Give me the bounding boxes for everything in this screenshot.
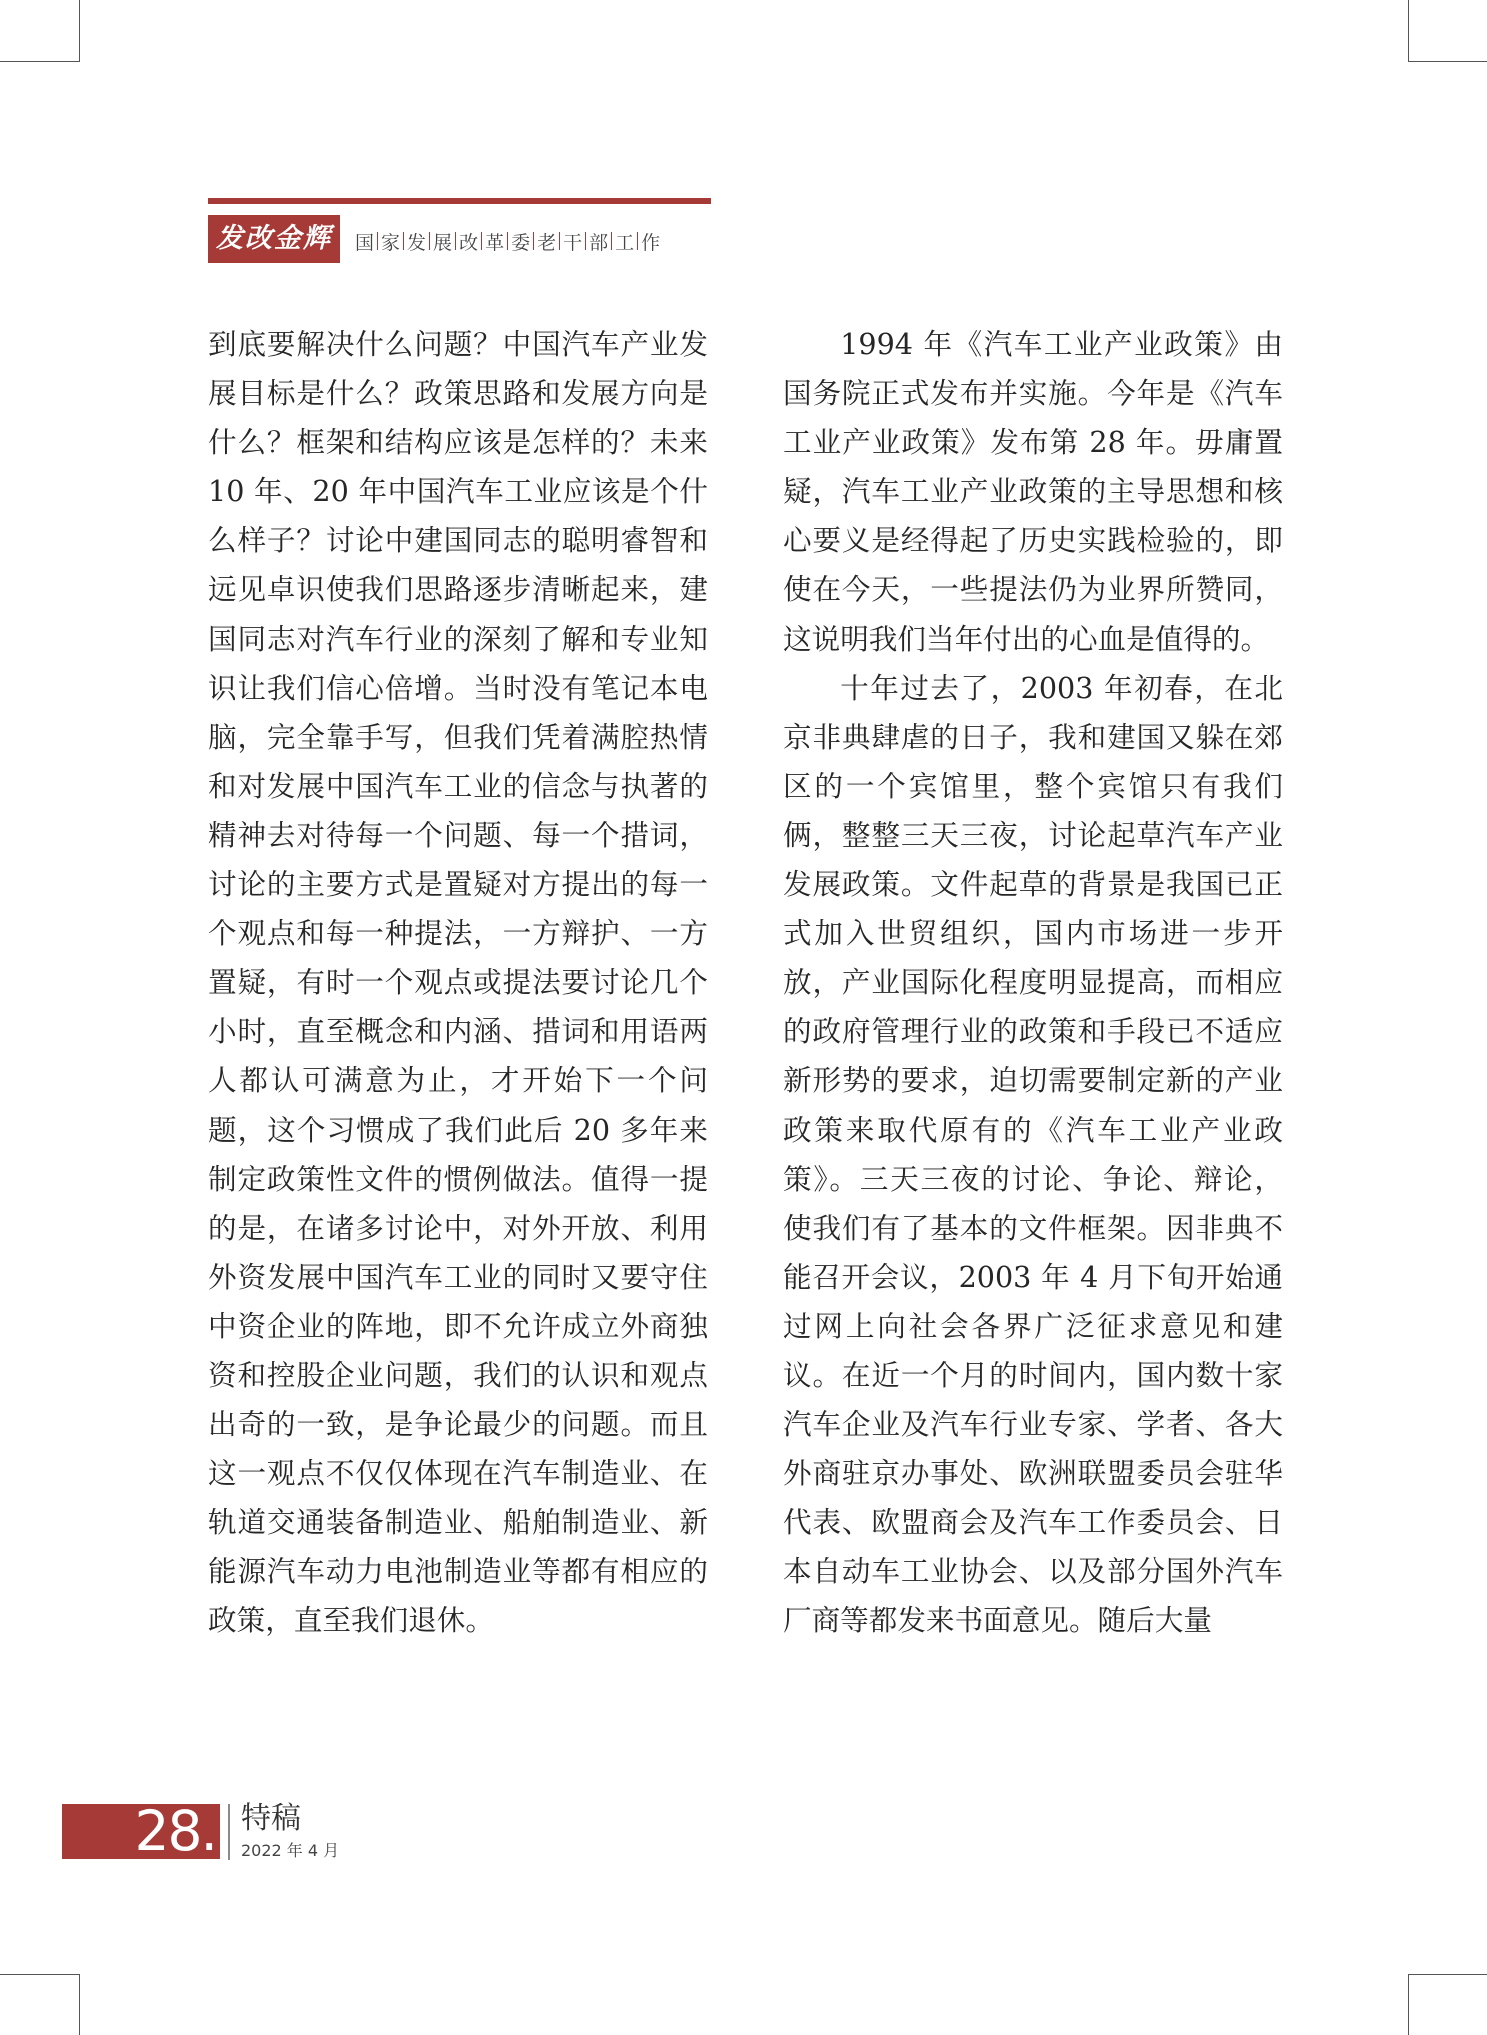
subtitle-char: 作 xyxy=(641,231,661,254)
crop-mark xyxy=(1408,1974,1409,2035)
subtitle-char: 家 xyxy=(381,231,401,254)
subtitle-char: 部 xyxy=(589,231,609,254)
page-number: 28. xyxy=(134,1799,216,1863)
subtitle-char: 改 xyxy=(459,231,479,254)
subtitle-char: 展 xyxy=(433,231,453,254)
subtitle-char: 国 xyxy=(355,231,375,254)
crop-mark xyxy=(79,0,80,62)
article-paragraph: 十年过去了，2003 年初春，在北京非典肆虐的日子，我和建国又躲在郊区的一个宾馆里，整个宾馆只有我们俩，整整三天三夜，讨论起草汽车产业发展政策。文件起草的背景是我国已正式加入世贸组织，国内市场进一步开放，产业国际化程度明显提高，而相应的政府管理行业的政策和手段已不适应新形势的要求，迫切需要制定新的产业政策来取代原有的《汽车工业产业政策》。三天三夜的讨论、争论、辩论，使我们有了基本的文件框架。因非典不能召开会议，2003 年 4 月下旬开始通过网上向社会各界广泛征求意见和建议。在近一个月的时间内，国内数十家汽车企业及汽车行业专家、学者、各大外商驻京办事处、欧洲联盟委员会驻华代表、欧盟商会及汽车工作委员会、日本自动车工业协会、以及部分国外汽车厂商等都发来书面意见。随后大量 xyxy=(783,670,1283,1638)
footer-divider xyxy=(228,1804,230,1860)
subtitle-char: 发 xyxy=(407,231,427,254)
crop-mark xyxy=(1408,0,1409,62)
crop-mark xyxy=(79,1974,80,2035)
subtitle-char: 委 xyxy=(511,231,531,254)
page-number-block xyxy=(62,1799,220,1863)
header-rule xyxy=(208,198,711,204)
crop-mark xyxy=(0,1974,80,1975)
crop-mark xyxy=(1408,61,1487,62)
article-column-right xyxy=(783,320,1283,1646)
magazine-logo: 发改金辉 xyxy=(208,215,340,263)
subtitle-char: 老 xyxy=(537,231,557,254)
subtitle-char: 工 xyxy=(615,231,635,254)
article-paragraph: 1994 年《汽车工业产业政策》由国务院正式发布并实施。今年是《汽车工业产业政策》发布第 28 年。毋庸置疑，汽车工业产业政策的主导思想和核心要义是经得起了历史实践检验的，即使在今天，一些提法仍为业界所赞同，这说明我们当年付出的心血是值得的。 xyxy=(783,327,1283,656)
article-paragraph: 到底要解决什么问题？中国汽车产业发展目标是什么？政策思路和发展方向是什么？框架和结构应该是怎样的？未来 10 年、20 年中国汽车工业应该是个什么样子？讨论中建国同志的聪明睿智和远见卓识使我们思路逐步清晰起来，建国同志对汽车行业的深刻了解和专业知识让我们信心倍增。当时没有笔记本电脑，完全靠手写，但我们凭着满腔热情和对发展中国汽车工业的信念与执著的精神去对待每一个问题、每一个措词，讨论的主要方式是置疑对方提出的每一个观点和每一种提法，一方辩护、一方置疑，有时一个观点或提法要讨论几个小时，直至概念和内涵、措词和用语两人都认可满意为止，才开始下一个问题，这个习惯成了我们此后 20 多年来制定政策性文件的惯例做法。值得一提的是，在诸多讨论中，对外开放、利用外资发展中国汽车工业的同时又要守住中资企业的阵地，即不允许成立外商独资和控股企业问题，我们的认识和观点出奇的一致，是争论最少的问题。而且这一观点不仅仅体现在汽车制造业、在轨道交通装备制造业、船舶制造业、新能源汽车动力电池制造业等都有相应的政策，直至我们退休。 xyxy=(208,327,708,1638)
crop-mark xyxy=(1408,1974,1487,1975)
subtitle-char: 干 xyxy=(563,231,583,254)
crop-mark xyxy=(0,61,80,62)
issue-date: 2022 年 4 月 xyxy=(241,1841,340,1860)
header-subtitle xyxy=(352,224,663,258)
article-column-left xyxy=(208,320,708,1646)
section-title: 特稿 xyxy=(241,1801,301,1836)
subtitle-char: 革 xyxy=(485,231,505,254)
